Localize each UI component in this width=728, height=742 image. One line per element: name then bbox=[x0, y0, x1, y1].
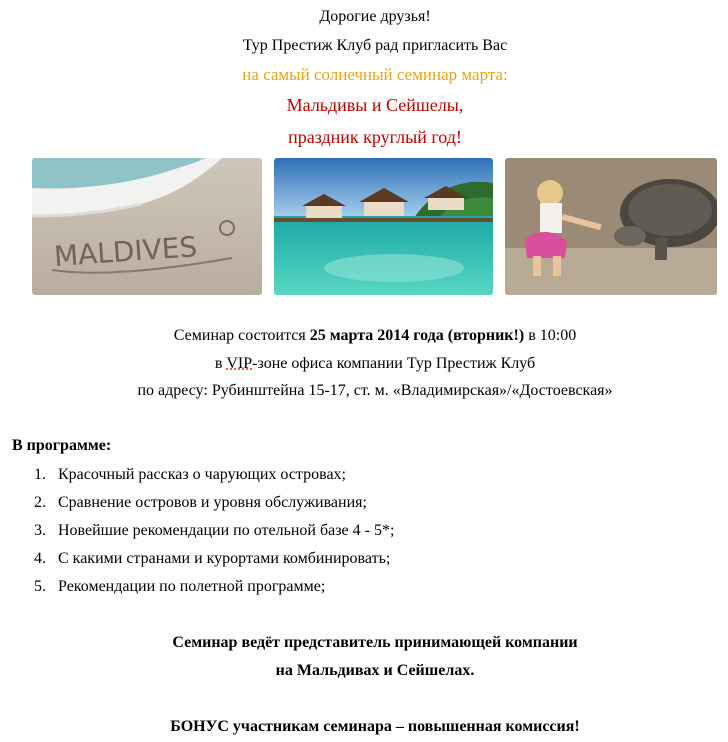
program-item-number: 1. bbox=[34, 466, 46, 483]
program-item bbox=[34, 466, 346, 484]
seminar-date-line bbox=[0, 327, 728, 345]
seminar-tagline: на самый солнечный семинар марта: bbox=[242, 65, 508, 84]
seminar-subtitle: праздник круглый год! bbox=[288, 127, 462, 147]
bonus-line: БОНУС участникам семинара – повышенная комиссия! bbox=[170, 718, 580, 735]
water-villas-photo bbox=[274, 158, 493, 295]
venue-text: -зоне офиса компании Тур Престиж Клуб bbox=[252, 355, 536, 372]
maldives-sand-text: MALDIVES bbox=[52, 230, 199, 274]
seminar-weekday: (вторник!) bbox=[447, 327, 525, 344]
program-item-number: 2. bbox=[34, 494, 46, 511]
seminar-title: Мальдивы и Сейшелы, bbox=[286, 95, 464, 115]
seminar-time: в 10:00 bbox=[524, 327, 577, 344]
program-item-text: Красочный рассказ о чарующих островах; bbox=[58, 466, 346, 483]
seminar-address-line: по адресу: Рубинштейна 15-17, ст. м. «Владимирская»/«Достоевская» bbox=[137, 382, 613, 399]
tortoise-photo bbox=[505, 158, 717, 295]
program-item-number: 3. bbox=[34, 522, 46, 539]
program-item bbox=[34, 522, 394, 540]
program-item bbox=[34, 578, 325, 596]
maldives-sand-photo bbox=[32, 158, 262, 295]
seminar-date: 25 марта 2014 года bbox=[309, 327, 444, 344]
program-item bbox=[34, 494, 367, 512]
vip-label: VIP bbox=[226, 355, 253, 372]
venue-prefix: в bbox=[214, 355, 227, 372]
program-item-text: С какими странами и курортами комбинировать; bbox=[58, 550, 391, 567]
program-item-text: Рекомендации по полетной программе; bbox=[58, 578, 326, 595]
greeting-line: Дорогие друзья! bbox=[319, 8, 431, 25]
program-heading: В программе: bbox=[12, 437, 112, 454]
program-item-text: Сравнение островов и уровня обслуживания; bbox=[58, 494, 367, 511]
program-item-text: Новейшие рекомендации по отельной базе 4 - 5*; bbox=[58, 522, 395, 539]
program-item-number: 4. bbox=[34, 550, 46, 567]
date-prefix: Семинар состоится bbox=[173, 327, 310, 344]
seminar-venue-line bbox=[0, 355, 728, 373]
program-item bbox=[34, 550, 390, 568]
presenter-location-line: на Мальдивах и Сейшелах. bbox=[275, 662, 475, 679]
program-item-number: 5. bbox=[34, 578, 46, 595]
invitation-line: Тур Престиж Клуб рад пригласить Вас bbox=[242, 37, 508, 54]
presenter-line: Семинар ведёт представитель принимающей компании bbox=[172, 634, 578, 651]
